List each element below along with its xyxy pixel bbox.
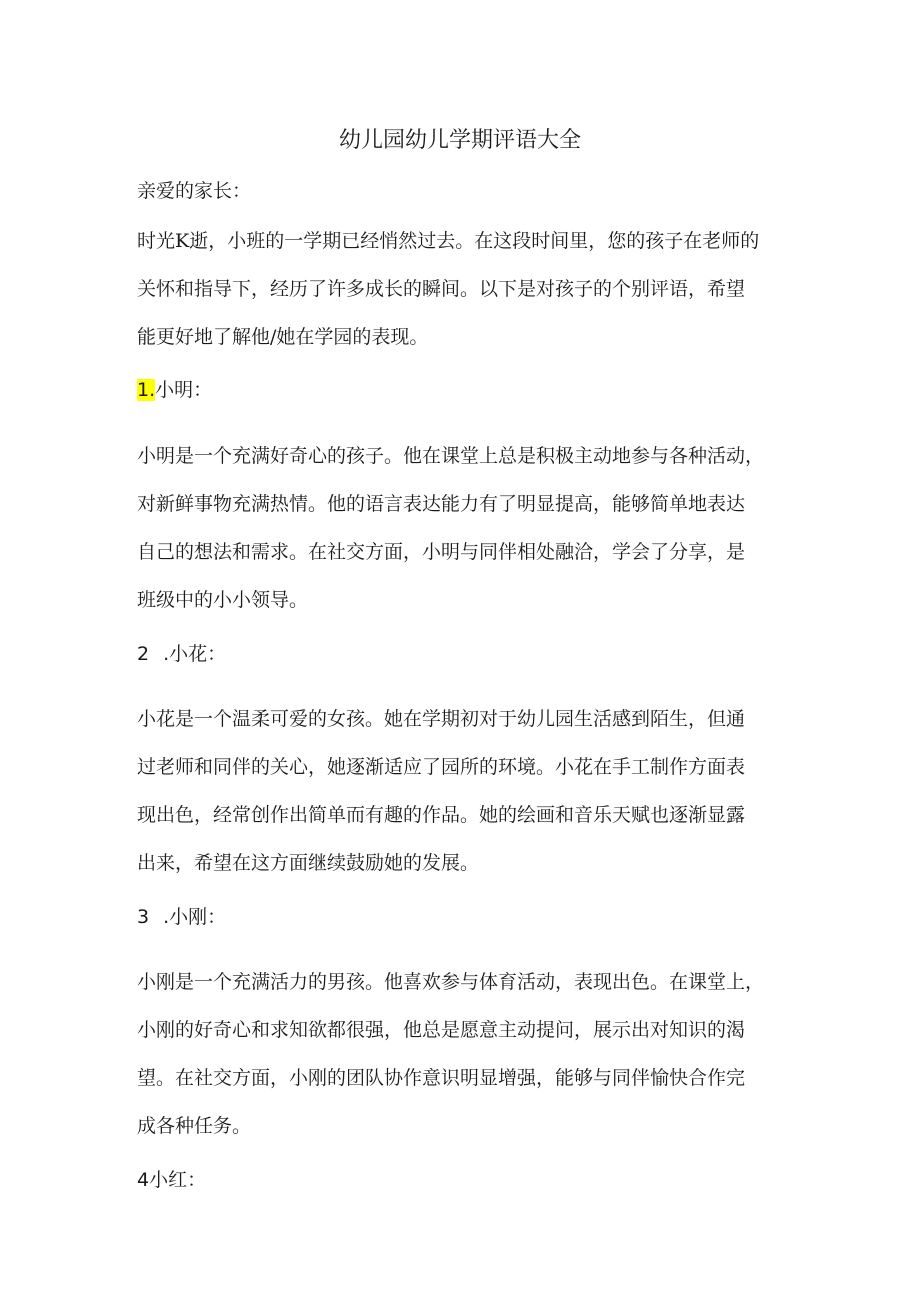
intro-line-1: 时光K逝，小班的一学期已经悄然过去。在这段时间里，您的孩子在老师的 xyxy=(137,230,760,252)
section-2-line-2: 过老师和同伴的关心，她逐渐适应了园所的环境。小花在手工制作方面表 xyxy=(137,756,746,778)
intro-line-3: 能更好地了解他/她在学园的表现。 xyxy=(137,326,429,348)
intro-line-2: 关怀和指导下，经历了许多成长的瞬间。以下是对孩子的个别评语，希望 xyxy=(137,278,746,300)
section-1-line-3: 自己的想法和需求。在社交方面，小明与同伴相处融洽，学会了分享，是 xyxy=(137,541,746,563)
section-3-line-4: 成各种任务。 xyxy=(137,1115,252,1137)
section-heading-3 xyxy=(137,903,226,931)
section-2-line-1: 小花是一个温柔可爱的女孩。她在学期初对于幼儿园生活感到陌生，但通 xyxy=(137,708,746,730)
section-3-line-3: 望。在社交方面，小刚的团队协作意识明显增强，能够与同伴愉快合作完 xyxy=(137,1067,746,1089)
greeting: 亲爱的家长： xyxy=(137,180,252,202)
section-number-1: 1. xyxy=(137,379,156,401)
section-name-3: .小刚： xyxy=(163,906,227,928)
section-1-line-2: 对新鲜事物充满热情。他的语言表达能力有了明显提高，能够简单地表达 xyxy=(137,493,746,515)
section-2-line-3: 现出色，经常创作出简单而有趣的作品。她的绘画和音乐天赋也逐渐显露 xyxy=(137,804,746,826)
section-number-2: 2 xyxy=(137,643,150,665)
section-heading-2 xyxy=(137,640,226,668)
section-3-line-2: 小刚的好奇心和求知欲都很强，他总是愿意主动提问，展示出对知识的渴 xyxy=(137,1019,746,1041)
section-name-4: 小红： xyxy=(149,1169,207,1191)
document-title: 幼儿园幼儿学期评语大全 xyxy=(338,128,581,153)
section-2-line-4: 出来，希望在这方面继续鼓励她的发展。 xyxy=(137,852,480,874)
section-1-line-4: 班级中的小小领导。 xyxy=(137,589,309,611)
section-name-2: .小花： xyxy=(163,643,227,665)
section-number-4: 4 xyxy=(137,1169,150,1191)
section-3-line-1: 小刚是一个充满活力的男孩。他喜欢参与体育活动，表现出色。在课堂上， xyxy=(137,971,765,993)
section-1-line-1: 小明是一个充满好奇心的孩子。他在课堂上总是积极主动地参与各种活动， xyxy=(137,445,765,467)
section-number-3: 3 xyxy=(137,906,150,928)
section-heading-4 xyxy=(137,1166,206,1194)
section-heading-1 xyxy=(137,376,212,404)
section-name-1: 小明： xyxy=(155,379,213,401)
